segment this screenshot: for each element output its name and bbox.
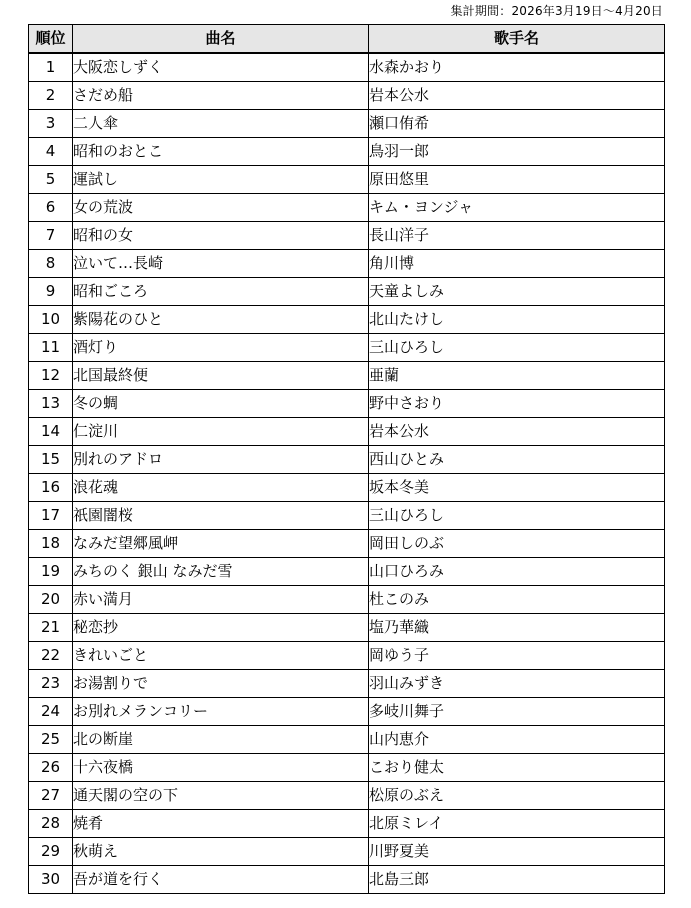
song-title-cell: 仁淀川 bbox=[73, 418, 369, 446]
artist-name-cell: 北島三郎 bbox=[369, 866, 665, 894]
rank-cell: 15 bbox=[29, 446, 73, 474]
table-row bbox=[29, 362, 665, 390]
song-title-cell: 別れのアドロ bbox=[73, 446, 369, 474]
artist-name-cell: 山内恵介 bbox=[369, 726, 665, 754]
song-title-cell: 北国最終便 bbox=[73, 362, 369, 390]
rank-cell: 11 bbox=[29, 334, 73, 362]
rank-cell: 30 bbox=[29, 866, 73, 894]
song-title-cell: 泣いて…長崎 bbox=[73, 250, 369, 278]
rank-cell: 19 bbox=[29, 558, 73, 586]
song-title-cell: お別れメランコリー bbox=[73, 698, 369, 726]
song-title-cell: 祇園闇桜 bbox=[73, 502, 369, 530]
table-row bbox=[29, 558, 665, 586]
table-row bbox=[29, 810, 665, 838]
artist-name-cell: 水森かおり bbox=[369, 53, 665, 82]
table-row bbox=[29, 530, 665, 558]
header-artist: 歌手名 bbox=[369, 25, 665, 54]
artist-name-cell: 塩乃華織 bbox=[369, 614, 665, 642]
song-title-cell: 秋萌え bbox=[73, 838, 369, 866]
table-row bbox=[29, 474, 665, 502]
song-title-cell: 焼肴 bbox=[73, 810, 369, 838]
song-title-cell: 通天閣の空の下 bbox=[73, 782, 369, 810]
song-title-cell: 酒灯り bbox=[73, 334, 369, 362]
rank-cell: 8 bbox=[29, 250, 73, 278]
table-row bbox=[29, 82, 665, 110]
rank-cell: 1 bbox=[29, 53, 73, 82]
rank-cell: 10 bbox=[29, 306, 73, 334]
rank-cell: 25 bbox=[29, 726, 73, 754]
table-row bbox=[29, 306, 665, 334]
table-row bbox=[29, 222, 665, 250]
artist-name-cell: 亜蘭 bbox=[369, 362, 665, 390]
rank-cell: 5 bbox=[29, 166, 73, 194]
rank-cell: 20 bbox=[29, 586, 73, 614]
table-row bbox=[29, 726, 665, 754]
song-title-cell: 大阪恋しずく bbox=[73, 53, 369, 82]
rank-cell: 12 bbox=[29, 362, 73, 390]
artist-name-cell: 天童よしみ bbox=[369, 278, 665, 306]
artist-name-cell: 三山ひろし bbox=[369, 502, 665, 530]
rank-cell: 17 bbox=[29, 502, 73, 530]
rank-cell: 13 bbox=[29, 390, 73, 418]
header-row bbox=[29, 25, 665, 54]
song-title-cell: 吾が道を行く bbox=[73, 866, 369, 894]
song-title-cell: みちのく 銀山 なみだ雪 bbox=[73, 558, 369, 586]
rank-cell: 14 bbox=[29, 418, 73, 446]
table-row bbox=[29, 698, 665, 726]
rank-cell: 7 bbox=[29, 222, 73, 250]
table-row bbox=[29, 642, 665, 670]
artist-name-cell: 岩本公水 bbox=[369, 82, 665, 110]
artist-name-cell: 瀬口侑希 bbox=[369, 110, 665, 138]
song-title-cell: 昭和のおとこ bbox=[73, 138, 369, 166]
song-title-cell: 運試し bbox=[73, 166, 369, 194]
song-title-cell: 紫陽花のひと bbox=[73, 306, 369, 334]
table-row bbox=[29, 166, 665, 194]
artist-name-cell: 角川博 bbox=[369, 250, 665, 278]
table-row bbox=[29, 838, 665, 866]
header-song: 曲名 bbox=[73, 25, 369, 54]
table-row bbox=[29, 194, 665, 222]
artist-name-cell: 岡田しのぶ bbox=[369, 530, 665, 558]
table-row bbox=[29, 138, 665, 166]
song-title-cell: 秘恋抄 bbox=[73, 614, 369, 642]
ranking-table bbox=[28, 24, 665, 894]
song-title-cell: さだめ船 bbox=[73, 82, 369, 110]
artist-name-cell: 川野夏美 bbox=[369, 838, 665, 866]
artist-name-cell: 長山洋子 bbox=[369, 222, 665, 250]
table-body bbox=[29, 53, 665, 894]
song-title-cell: 二人傘 bbox=[73, 110, 369, 138]
table-row bbox=[29, 866, 665, 894]
artist-name-cell: 坂本冬美 bbox=[369, 474, 665, 502]
rank-cell: 18 bbox=[29, 530, 73, 558]
artist-name-cell: 北山たけし bbox=[369, 306, 665, 334]
table-row bbox=[29, 446, 665, 474]
song-title-cell: 赤い満月 bbox=[73, 586, 369, 614]
rank-cell: 24 bbox=[29, 698, 73, 726]
rank-cell: 3 bbox=[29, 110, 73, 138]
table-row bbox=[29, 53, 665, 82]
table-row bbox=[29, 614, 665, 642]
rank-cell: 29 bbox=[29, 838, 73, 866]
table-row bbox=[29, 418, 665, 446]
song-title-cell: なみだ望郷風岬 bbox=[73, 530, 369, 558]
table-row bbox=[29, 390, 665, 418]
artist-name-cell: 松原のぶえ bbox=[369, 782, 665, 810]
rank-cell: 27 bbox=[29, 782, 73, 810]
rank-cell: 9 bbox=[29, 278, 73, 306]
artist-name-cell: こおり健太 bbox=[369, 754, 665, 782]
song-title-cell: きれいごと bbox=[73, 642, 369, 670]
table-row bbox=[29, 754, 665, 782]
artist-name-cell: 杜このみ bbox=[369, 586, 665, 614]
rank-cell: 28 bbox=[29, 810, 73, 838]
rank-cell: 4 bbox=[29, 138, 73, 166]
rank-cell: 22 bbox=[29, 642, 73, 670]
table-row bbox=[29, 334, 665, 362]
song-title-cell: 昭和ごころ bbox=[73, 278, 369, 306]
artist-name-cell: キム・ヨンジャ bbox=[369, 194, 665, 222]
song-title-cell: 北の断崖 bbox=[73, 726, 369, 754]
header-rank: 順位 bbox=[29, 25, 73, 54]
artist-name-cell: 西山ひとみ bbox=[369, 446, 665, 474]
artist-name-cell: 鳥羽一郎 bbox=[369, 138, 665, 166]
rank-cell: 2 bbox=[29, 82, 73, 110]
table-row bbox=[29, 110, 665, 138]
rank-cell: 16 bbox=[29, 474, 73, 502]
song-title-cell: 昭和の女 bbox=[73, 222, 369, 250]
artist-name-cell: 岡ゆう子 bbox=[369, 642, 665, 670]
artist-name-cell: 多岐川舞子 bbox=[369, 698, 665, 726]
artist-name-cell: 山口ひろみ bbox=[369, 558, 665, 586]
rank-cell: 21 bbox=[29, 614, 73, 642]
table-row bbox=[29, 782, 665, 810]
table-row bbox=[29, 250, 665, 278]
song-title-cell: 女の荒波 bbox=[73, 194, 369, 222]
song-title-cell: お湯割りで bbox=[73, 670, 369, 698]
table-row bbox=[29, 278, 665, 306]
artist-name-cell: 三山ひろし bbox=[369, 334, 665, 362]
artist-name-cell: 野中さおり bbox=[369, 390, 665, 418]
aggregation-period: 集計期間：2026年3月19日～4月20日 bbox=[450, 4, 663, 18]
rank-cell: 6 bbox=[29, 194, 73, 222]
song-title-cell: 十六夜橋 bbox=[73, 754, 369, 782]
song-title-cell: 冬の蜩 bbox=[73, 390, 369, 418]
artist-name-cell: 原田悠里 bbox=[369, 166, 665, 194]
table-header bbox=[29, 25, 665, 54]
song-title-cell: 浪花魂 bbox=[73, 474, 369, 502]
artist-name-cell: 北原ミレイ bbox=[369, 810, 665, 838]
rank-cell: 23 bbox=[29, 670, 73, 698]
artist-name-cell: 羽山みずき bbox=[369, 670, 665, 698]
rank-cell: 26 bbox=[29, 754, 73, 782]
table-row bbox=[29, 502, 665, 530]
artist-name-cell: 岩本公水 bbox=[369, 418, 665, 446]
table-row bbox=[29, 586, 665, 614]
table-row bbox=[29, 670, 665, 698]
